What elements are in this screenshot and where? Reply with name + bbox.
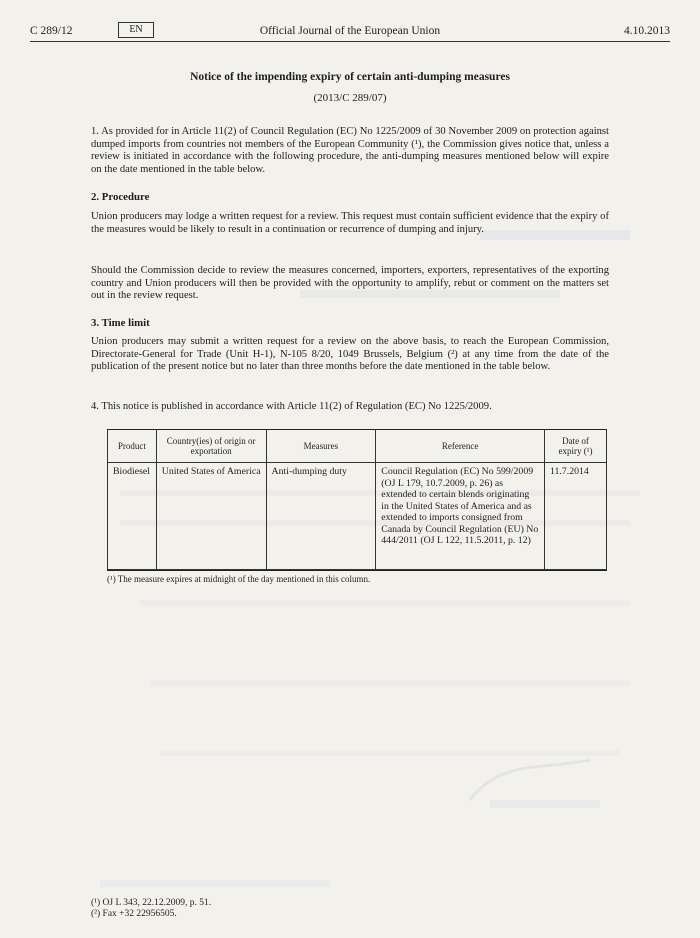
header-product: Product [108, 430, 157, 463]
header-reference: Reference [376, 430, 545, 463]
paragraph-4: 4. This notice is published in accordance with Article 11(2) of Regulation (EC) No 1225/2009. [91, 401, 492, 412]
cell-expiry-date: 11.7.2014 [544, 463, 606, 570]
paragraph-time-limit: Union producers may submit a written request for a review on the above basis, to reach the European Commission, Directorate-General for Trade (Unit H-1), N-105 8/20, 1049 Brussels, Belgium (²) at any time from the date of the publication of the present notice but no later than three months before the date mentioned in the table below. [91, 336, 609, 372]
paragraph-procedure-2: Should the Commission decide to review the measures concerned, importers, exporters, representatives of the exporting country and Union producers will then be provided with the opportunity to amplify, rebut or comment on the matters set out in the review request. [91, 265, 609, 301]
table-row [108, 463, 607, 570]
table-header-row [108, 430, 607, 463]
notice-reference: (2013/C 289/07) [313, 92, 387, 104]
cell-measures: Anti-dumping duty [266, 463, 376, 570]
header-country: Country(ies) of origin or exportation [156, 430, 266, 463]
language-badge: EN [118, 22, 154, 38]
measures-table [107, 429, 607, 570]
notice-title: Notice of the impending expiry of certain anti-dumping measures [190, 71, 510, 83]
cell-reference: Council Regulation (EC) No 599/2009 (OJ L 179, 10.7.2009, p. 26) as extended to certain blends originating in the United States of America and as extended to imports consigned from Canada by Council Regulation (EU) No 444/2011 (OJ L 122, 11.5.2011, p. 12) [376, 463, 545, 570]
heading-procedure: 2. Procedure [91, 191, 150, 203]
page-header [30, 22, 670, 42]
footnote-2: (²) Fax +32 22956505. [91, 909, 177, 919]
header-rule [30, 41, 670, 42]
journal-title: Official Journal of the European Union [259, 25, 441, 37]
cell-product: Biodiesel [108, 463, 157, 570]
footnote-1: (¹) OJ L 343, 22.12.2009, p. 51. [91, 898, 212, 908]
publication-date: 4.10.2013 [624, 25, 670, 37]
table-footnote: (¹) The measure expires at midnight of the day mentioned in this column. [107, 570, 607, 584]
heading-time-limit: 3. Time limit [91, 317, 150, 329]
paragraph-procedure-1: Union producers may lodge a written request for a review. This request must contain sufficient evidence that the expiry of the measures would be likely to result in a continuation or recurrence of dumping and injury. [91, 211, 609, 235]
header-expiry-date: Date of expiry (¹) [544, 430, 606, 463]
paragraph-1: 1. As provided for in Article 11(2) of Council Regulation (EC) No 1225/2009 of 30 November 2009 on protection against dumped imports from countries not members of the European Community (¹), the Commission gives notice that, unless a review is initiated in accordance with the following procedure, the anti-dumping measures mentioned below will expire on the date mentioned in the table below. [91, 126, 609, 175]
cell-country: United States of America [156, 463, 266, 570]
header-measures: Measures [266, 430, 376, 463]
footnotes [91, 898, 211, 920]
doc-reference: C 289/12 [30, 25, 73, 37]
